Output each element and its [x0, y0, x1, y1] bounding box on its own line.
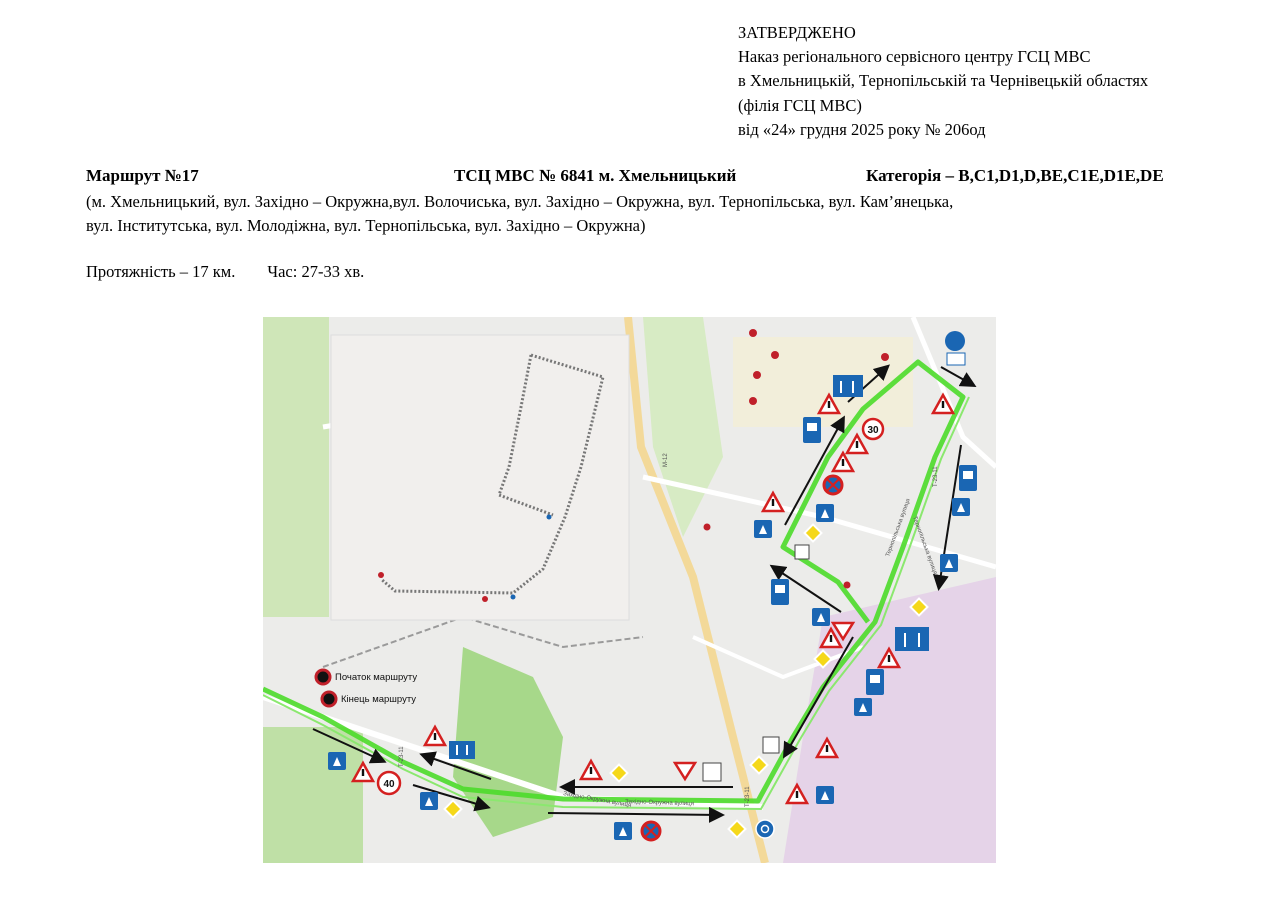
license-category: Категорія – B,C1,D1,D,BE,C1E,D1E,DE [866, 166, 1164, 185]
service-center: ТСЦ МВС № 6841 м. Хмельницький [454, 166, 737, 185]
start-marker-icon [316, 670, 330, 684]
legend-end-label: Кінець маршруту [341, 694, 417, 705]
pedestrian-crossing-sign-icon [328, 752, 346, 770]
speed-limit-40-label: 40 [383, 779, 395, 790]
pedestrian-crossing-sign-icon [940, 554, 958, 572]
park-area [263, 317, 329, 617]
street-label: Тернопільська вулиця [885, 498, 912, 558]
route-time: Час: 27-33 хв. [267, 262, 365, 281]
approval-date: від «24» грудня 2025 року № 206од [738, 119, 986, 139]
street-label: Т-23-11 [745, 786, 751, 807]
route-map [263, 317, 996, 863]
approval-order: Наказ регіонального сервісного центру ГСЦ МВС [738, 47, 1091, 67]
pedestrian-crossing-sign-icon [754, 520, 772, 538]
street-label: Т-23-11 [933, 466, 939, 487]
legend-start-label: Початок маршруту [335, 672, 418, 683]
street-label: М-12 [663, 453, 669, 467]
no-stopping-sign-icon [824, 476, 842, 494]
street-label: Західно-Окружна вулиця [562, 791, 632, 809]
pedestrian-crossing-sign-icon [816, 786, 834, 804]
no-stopping-sign-icon [642, 822, 660, 840]
pedestrian-crossing-sign-icon [816, 504, 834, 522]
info-sign-icon [945, 331, 965, 365]
street-label: Тернопільська вулиця [911, 515, 938, 576]
street-label: Т-23-11 [399, 746, 405, 767]
approval-block [738, 21, 1148, 142]
approval-regions: в Хмельницькій, Тернопільській та Чернівецькій областях [738, 71, 1149, 91]
pedestrian-crossing-sign-icon [854, 698, 872, 716]
park-area [263, 727, 363, 863]
route-stats [86, 262, 364, 282]
route-description [86, 190, 953, 238]
pedestrian-crossing-sign-icon [952, 498, 970, 516]
speed-limit-30-label: 30 [867, 425, 879, 436]
street-label: Західно-Окружна вулиця [624, 799, 694, 808]
approval-branch: (філія ГСЦ МВС) [738, 95, 862, 115]
approval-title: ЗАТВЕРДЖЕНО [738, 23, 856, 42]
pedestrian-crossing-sign-icon [614, 822, 632, 840]
route-description-line: (м. Хмельницький, вул. Західно – Окружна,вул. Волочиська, вул. Західно – Окружна, вул. Тернопільська, вул. Кам’янецька, [86, 192, 954, 211]
route-number: Маршрут №17 [86, 166, 199, 185]
pedestrian-crossing-sign-icon [420, 792, 438, 810]
overview-inset [331, 335, 629, 620]
end-marker-icon [322, 692, 336, 706]
route-length: Протяжність – 17 км. [86, 262, 236, 281]
pedestrian-crossing-sign-icon [812, 608, 830, 626]
route-description-line: вул. Інститутська, вул. Молодіжна, вул. Тернопільська, вул. Західно – Окружна) [86, 216, 646, 235]
